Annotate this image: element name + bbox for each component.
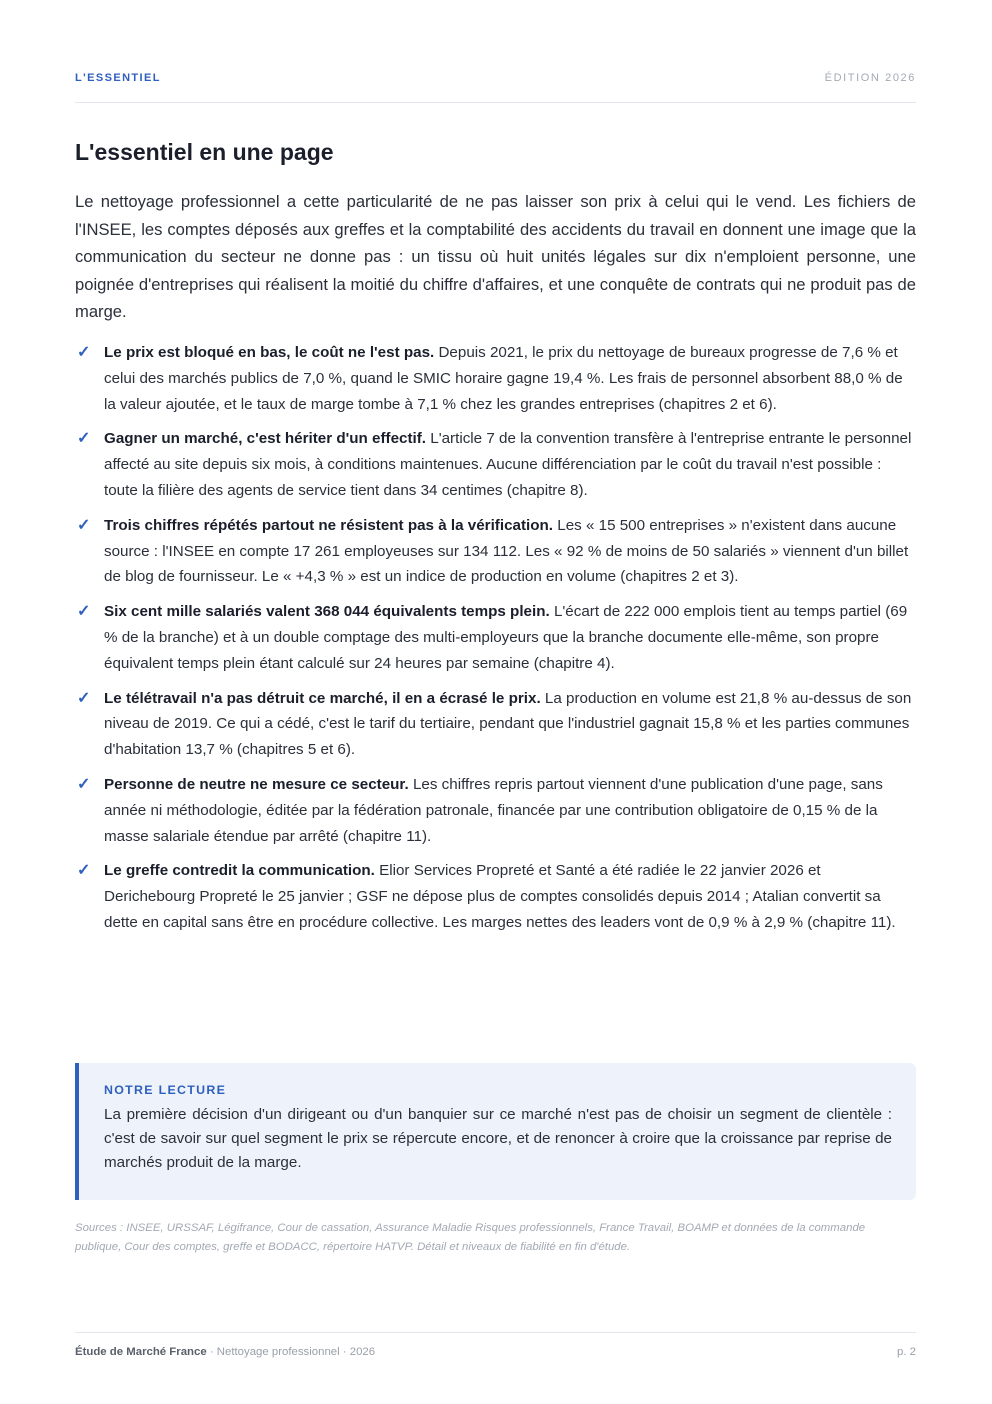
key-point-text: L'écart de 222 000 emplois tient au temps partiel (69 % de la branche) et à un double comptage des multi-employeurs que la branche documente elle-même, son propre équivalent temps plein étant calculé sur 24 heures par semaine (chapitre 4). [104,603,908,672]
key-point-lead: Le prix est bloqué en bas, le coût ne l'est pas. [104,344,435,361]
key-point-text: Les chiffres repris partout viennent d'une publication d'une page, sans année ni méthodologie, éditée par la fédération patronale, financée par une contribution obligatoire de 0,15 % de la masse salariale étendue par arrêté (chapitre 11). [104,775,883,845]
footer-brand: Étude de Marché France [75,1346,207,1358]
key-point-text: Depuis 2021, le prix du nettoyage de bureaux progresse de 7,6 % et celui des marchés publics de 7,0 %, quand le SMIC horaire gagne 19,4 %. Les frais de personnel absorbent 88,0 % de la valeur ajoutée, et le taux de marge tombe à 7,1 % chez les grandes entreprises (chapitres 2 et 6). [104,344,903,413]
key-point-lead: Le télétravail n'a pas détruit ce marché, il en a écrasé le prix. [104,689,541,707]
check-icon: ✓ [77,862,91,880]
key-point-lead: Gagner un marché, c'est hériter d'un effectif. [104,430,427,448]
page-title: L'essentiel en une page [75,139,334,165]
key-point-text: Les « 15 500 entreprises » n'existent dans aucune source : l'INSEE en compte 17 261 employeuses sur 134 112. Les « 92 % de moins de 50 salariés » viennent d'un billet de blog de fournisseur. Le « +4,3 % » est un indice de production en volume (chapitres 2 et 3). [104,516,909,586]
footer-publication [75,1346,375,1358]
note-text: La première décision d'un dirigeant ou d'un banquier sur ce marché n'est pas de choisir un segment de clientèle : c'est de savoir sur quel segment le prix se répercute encore, et de renoncer à croire que la croissance par reprise de marchés produit de la marge. [104,1106,892,1171]
key-point-lead: Le greffe contredit la communication. [104,862,375,880]
check-icon: ✓ [77,516,91,534]
page-number: p. 2 [897,1346,916,1358]
key-point [75,513,916,590]
key-point [75,426,916,503]
footer-subtitle: · Nettoyage professionnel · 2026 [206,1346,376,1358]
page-header [75,0,916,103]
key-point-lead: Six cent mille salariés valent 368 044 équivalents temps plein. [104,603,550,621]
sources-note: Sources : INSEE, URSSAF, Légifrance, Cour de cassation, Assurance Maladie Risques professionnels, France Travail, BOAMP et données de la commande publique, Cour des comptes, greffe et BODACC, répertoire HATVP. Détail et niveaux de fiabilité en fin d'étude. [75,1222,866,1253]
edition-label: ÉDITION 2026 [824,72,916,84]
key-point-lead: Personne de neutre ne mesure ce secteur. [104,775,409,793]
key-point [75,772,916,849]
section-label: L'ESSENTIEL [75,72,161,84]
key-point [75,686,916,763]
note-title: NOTRE LECTURE [104,1083,227,1097]
key-point [75,340,916,417]
key-point-text: La production en volume est 21,8 % au-dessus de son niveau de 2019. Ce qui a cédé, c'est le tarif du tertiaire, pendant que l'industriel gagnait 15,8 % et les parties communes d'habitation 13,7 % (chapitres 5 et 6). [104,689,912,759]
check-icon: ✓ [77,603,91,621]
key-point [75,599,916,676]
reading-note-box [75,1063,916,1200]
check-icon: ✓ [77,344,91,361]
intro-paragraph: Le nettoyage professionnel a cette particularité de ne pas laisser son prix à celui qui le vend. Les fichiers de l'INSEE, les comptes déposés aux greffes et la comptabilité des accidents du travail en donnent une image que la communication du secteur ne donne pas : un tissu où huit unités légales sur dix n'emploient personne, une poignée d'entreprises qui réalisent la moitié du chiffre d'affaires, et une conquête de contrats qui ne produit pas de marge. [75,192,916,322]
key-point [75,858,916,935]
key-points-list [75,340,916,945]
check-icon: ✓ [77,430,91,448]
check-icon: ✓ [77,689,91,707]
key-point-text: L'article 7 de la convention transfère à l'entreprise entrante le personnel affecté au site depuis six mois, à conditions maintenues. Aucune différenciation par le coût du travail n'est possible : toute la filière des agents de service tient dans 34 centimes (chapitre 8). [104,430,912,499]
check-icon: ✓ [77,775,91,793]
key-point-lead: Trois chiffres répétés partout ne résistent pas à la vérification. [104,516,554,534]
key-point-text: Elior Services Propreté et Santé a été radiée le 22 janvier 2026 et Derichebourg Propreté le 25 janvier ; GSF ne dépose plus de comptes consolidés depuis 2014 ; Atalian convertit sa dette en capital sans être en procédure collective. Les marges nettes des leaders vont de 0,9 % à 2,9 % (chapitre 11). [104,862,896,931]
page-footer [75,1332,916,1358]
